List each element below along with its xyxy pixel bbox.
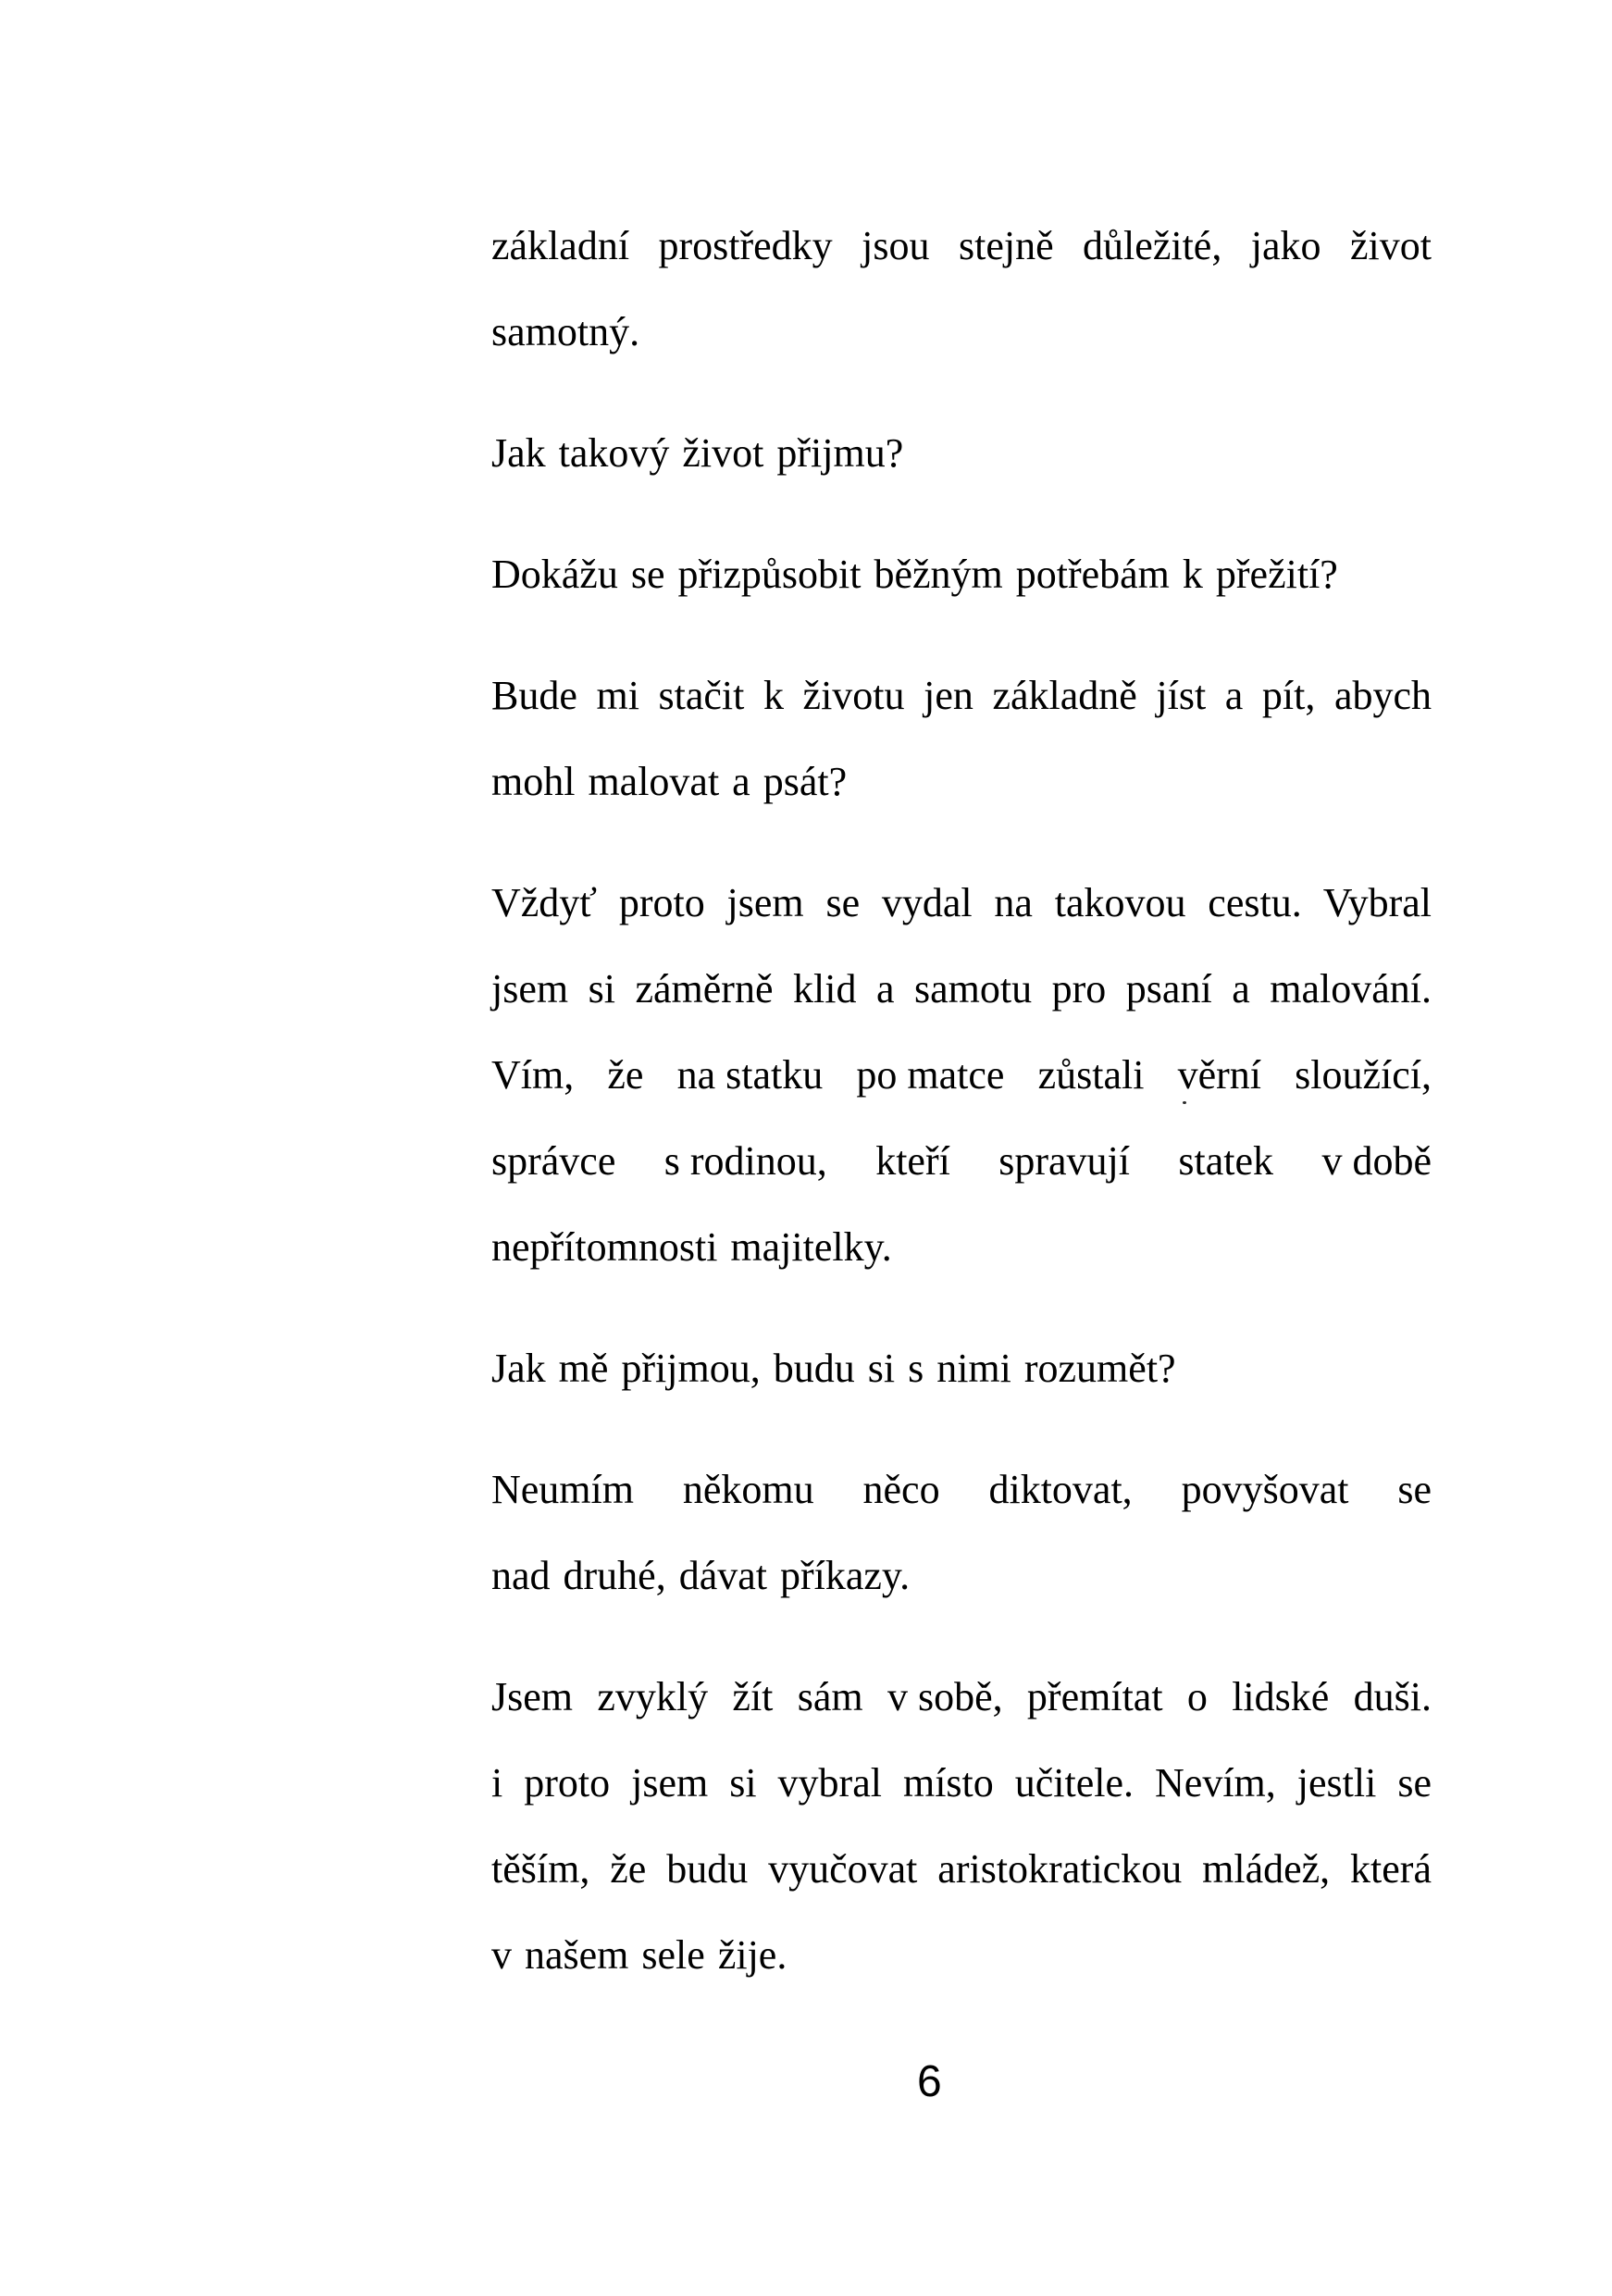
- text-line: Jsem zvyklý žít sám v sobě, přemítat o lidské duši.: [491, 1674, 1432, 1719]
- scan-speck: [1183, 1101, 1186, 1104]
- paragraph: [491, 1446, 1432, 1619]
- paragraph: [491, 860, 1432, 1290]
- text-line: Neumím někomu něco diktovat, povyšovat se: [491, 1467, 1432, 1512]
- text-line: nad druhé, dávat příkazy.: [491, 1553, 911, 1598]
- paragraph: [491, 1654, 1432, 1998]
- text-line: Vždyť proto jsem se vydal na takovou cestu. Vybral: [491, 880, 1432, 925]
- text-line: Bude mi stačit k životu jen základně jíst a pít, abych: [491, 673, 1432, 718]
- text-line: Vím, že na statku po matce zůstali věrní sloužící,: [491, 1052, 1432, 1098]
- page-body: [491, 203, 1432, 1998]
- paragraph: [491, 531, 1432, 617]
- text-line: i proto jsem si vybral místo učitele. Nevím, jestli se: [491, 1760, 1432, 1806]
- page-number: 6: [917, 2057, 942, 2106]
- paragraph: [491, 1325, 1432, 1411]
- paragraph: [491, 410, 1432, 496]
- text-line: samotný.: [491, 309, 640, 354]
- text-line: základní prostředky jsou stejně důležité, jako život: [491, 223, 1432, 268]
- text-line: těším, že budu vyučovat aristokratickou mládež, která: [491, 1846, 1432, 1892]
- paragraph: [491, 203, 1432, 375]
- text-line: nepřítomnosti majitelky.: [491, 1224, 892, 1270]
- paragraph: [491, 652, 1432, 825]
- text-line: jsem si záměrně klid a samotu pro psaní a malování.: [491, 966, 1432, 1011]
- text-line: mohl malovat a psát?: [491, 759, 848, 804]
- text-line: Dokážu se přizpůsobit běžným potřebám k přežití?: [491, 552, 1338, 597]
- text-line: Jak mě přijmou, budu si s nimi rozumět?: [491, 1346, 1176, 1391]
- text-line: správce s rodinou, kteří spravují statek v době: [491, 1138, 1432, 1184]
- text-line: Jak takový život přijmu?: [491, 430, 904, 476]
- text-line: v našem sele žije.: [491, 1932, 787, 1978]
